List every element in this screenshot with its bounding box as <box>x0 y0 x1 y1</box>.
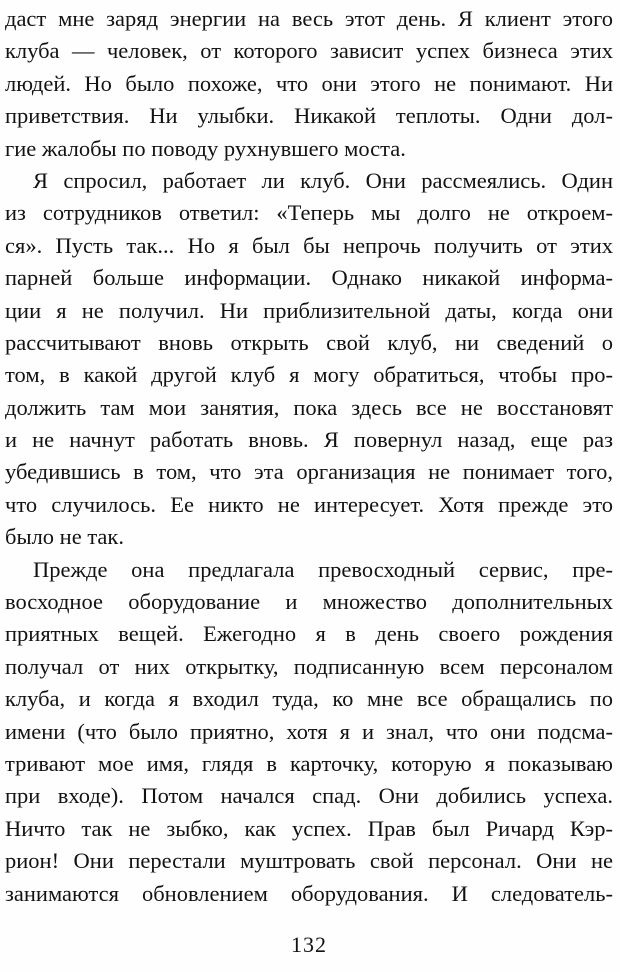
text-line: парней больше информации. Однако никакой информа- <box>5 265 613 291</box>
text-line: восходное оборудование и множество дополнительных <box>5 589 613 615</box>
text-line: убедившись в том, что эта организация не понимает того, <box>5 459 613 485</box>
text-line: из сотрудников ответил: «Теперь мы долго не откроем- <box>5 200 613 226</box>
text-line: Ничто так не зыбко, как успех. Прав был Ричард Кэр- <box>5 815 613 841</box>
text-line: получал от них открытку, подписанную всем персоналом <box>5 653 613 679</box>
text-line: имени (что было приятно, хотя я и знал, что они подсма- <box>5 718 613 744</box>
text-line: приятных вещей. Ежегодно я в день своего рождения <box>5 621 613 647</box>
text-line: должить там мои занятия, пока здесь все не восстановят <box>5 394 613 420</box>
text-line: что случилось. Ее никто не интересует. Хотя прежде это <box>5 491 613 517</box>
page-number: 132 <box>291 931 327 957</box>
text-block <box>5 3 613 910</box>
text-line: ся». Пусть так... Но я был бы непрочь получить от этих <box>5 232 613 258</box>
text-line: занимаются обновлением оборудования. И следователь- <box>5 880 613 906</box>
text-line: рассчитывают вновь открыть свой клуб, ни сведений о <box>5 329 613 355</box>
text-line: людей. Но было похоже, что они этого не понимают. Ни <box>5 70 613 96</box>
text-line: ции я не получил. Ни приблизительной даты, когда они <box>5 297 613 323</box>
text-line: и не начнут работать вновь. Я повернул назад, еще раз <box>5 427 613 453</box>
text-line: рион! Они перестали муштровать свой персонал. Они не <box>5 848 613 874</box>
text-line: клуба — человек, от которого зависит успех бизнеса этих <box>5 38 613 64</box>
text-line: даст мне заряд энергии на весь этот день. Я клиент этого <box>5 6 613 31</box>
text-line: при входе). Потом начался спад. Они добились успеха. <box>5 783 613 809</box>
text-line: гие жалобы по поводу рухнувшего моста. <box>5 135 406 161</box>
text-line: Прежде она предлагала превосходный сервис, пре- <box>33 556 613 582</box>
text-line: тривают мое имя, глядя в карточку, которую я показываю <box>5 750 613 776</box>
text-line: приветствия. Ни улыбки. Никакой теплоты. Одни дол- <box>5 103 613 129</box>
text-line: Я спросил, работает ли клуб. Они рассмеялись. Один <box>33 167 613 193</box>
text-line: было не так. <box>5 524 124 550</box>
text-line: том, в какой другой клуб я могу обратиться, чтобы про- <box>5 362 613 388</box>
text-line: клуба, и когда я входил туда, ко мне все обращались по <box>5 686 613 712</box>
